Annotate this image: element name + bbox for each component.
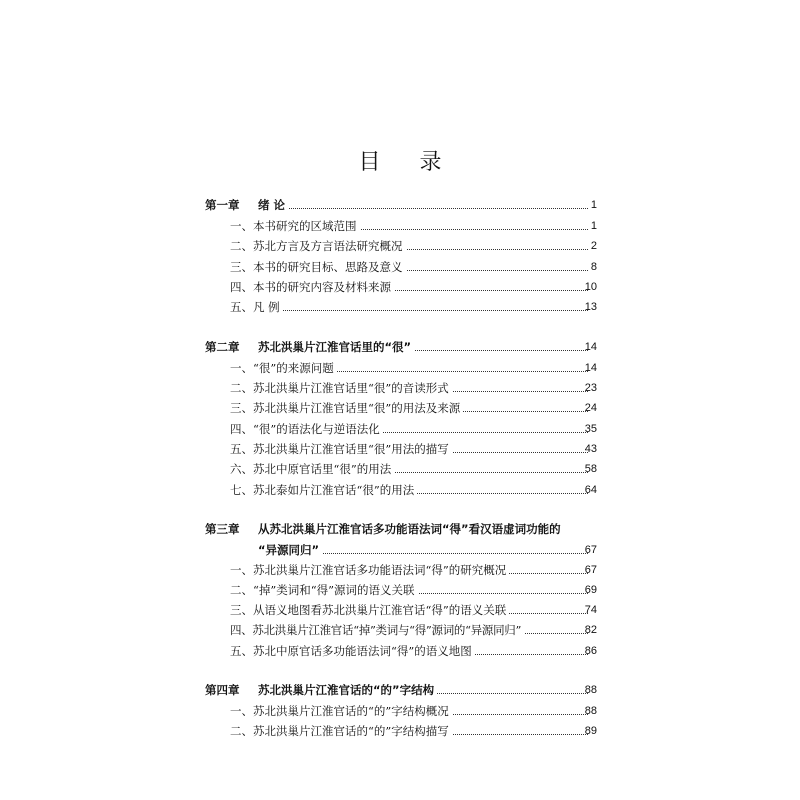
page-number: 13 bbox=[584, 301, 597, 313]
page-number: 86 bbox=[584, 645, 597, 657]
chapter-number: 第一章 bbox=[205, 198, 240, 212]
section-title: 一、苏北洪巢片江淮官话的“的”字结构概况 bbox=[230, 701, 452, 721]
section-entry[interactable] bbox=[0, 721, 800, 741]
section-entry[interactable] bbox=[0, 620, 800, 640]
chapter-title: 绪 论 bbox=[258, 198, 286, 212]
section-entry[interactable] bbox=[0, 580, 800, 600]
section-entry[interactable] bbox=[0, 641, 800, 661]
page-number: 58 bbox=[584, 463, 597, 475]
page-title: 目 录 bbox=[358, 150, 458, 175]
section-entry[interactable] bbox=[0, 277, 800, 297]
section-entry[interactable] bbox=[0, 439, 800, 459]
section-title: 四、“很”的语法化与逆语法化 bbox=[230, 419, 383, 439]
section-title: 四、本书的研究内容及材料来源 bbox=[230, 277, 394, 297]
chapter-2-entry[interactable] bbox=[0, 337, 800, 357]
chapter-title: 苏北洪巢片江淮官话里的“很” bbox=[258, 340, 412, 354]
section-title: 二、“掉”类词和“得”源词的语义关联 bbox=[230, 580, 418, 600]
chapter-title: 从苏北洪巢片江淮官话多功能语法词“得”看汉语虚词功能的 bbox=[258, 522, 561, 536]
section-entry[interactable] bbox=[0, 236, 800, 256]
chapter-title: 苏北洪巢片江淮官话的“的”字结构 bbox=[258, 683, 435, 697]
section-title: 二、苏北洪巢片江淮官话里“很”的音读形式 bbox=[230, 378, 452, 398]
page-number: 10 bbox=[584, 281, 597, 293]
section-entry[interactable] bbox=[0, 701, 800, 721]
section-title: 一、本书研究的区域范围 bbox=[230, 216, 360, 236]
section-title: 三、苏北洪巢片江淮官话里“很”的用法及来源 bbox=[230, 398, 463, 418]
section-entry[interactable] bbox=[0, 560, 800, 580]
section-title: 一、“很”的来源问题 bbox=[230, 358, 337, 378]
chapter-3-entry[interactable] bbox=[0, 519, 800, 539]
section-entry[interactable] bbox=[0, 378, 800, 398]
section-entry[interactable] bbox=[0, 257, 800, 277]
section-entry[interactable] bbox=[0, 459, 800, 479]
page-number: 67 bbox=[584, 564, 597, 576]
page-number: 88 bbox=[584, 705, 597, 717]
section-title: 二、苏北洪巢片江淮官话的“的”字结构描写 bbox=[230, 721, 452, 741]
chapter-number: 第四章 bbox=[205, 683, 240, 697]
page-number: 67 bbox=[584, 544, 597, 556]
section-title: 四、苏北洪巢片江淮官话“掉”类词与“得”源词的“异源同归” bbox=[230, 620, 524, 640]
page-number: 43 bbox=[584, 443, 597, 455]
section-title: 五、凡 例 bbox=[230, 297, 283, 317]
section-title: 七、苏北泰如片江淮官话“很”的用法 bbox=[230, 480, 417, 500]
section-title: 三、从语义地图看苏北洪巢片江淮官话“得”的语义关联 bbox=[230, 600, 509, 620]
page-number: 82 bbox=[584, 624, 597, 636]
section-entry[interactable] bbox=[0, 358, 800, 378]
page-number: 23 bbox=[584, 382, 597, 394]
chapter-number: 第三章 bbox=[205, 522, 240, 536]
leader-dots bbox=[230, 310, 588, 311]
page-number: 2 bbox=[590, 240, 597, 252]
chapter-4-entry[interactable] bbox=[0, 680, 800, 700]
page-number: 24 bbox=[584, 402, 597, 414]
section-title: 二、苏北方言及方言语法研究概况 bbox=[230, 236, 406, 256]
page-number: 64 bbox=[584, 484, 597, 496]
section-title: 五、苏北洪巢片江淮官话里“很”用法的描写 bbox=[230, 439, 452, 459]
section-entry[interactable] bbox=[0, 600, 800, 620]
page-number: 8 bbox=[590, 261, 597, 273]
section-title: 六、苏北中原官话里“很”的用法 bbox=[230, 459, 394, 479]
page-number: 14 bbox=[584, 341, 597, 353]
section-title: 三、本书的研究目标、思路及意义 bbox=[230, 257, 406, 277]
chapter-title-continued: “异源同归” bbox=[258, 540, 322, 560]
section-entry[interactable] bbox=[0, 216, 800, 236]
page-number: 35 bbox=[584, 423, 597, 435]
chapter-1-entry[interactable] bbox=[0, 195, 800, 215]
page-number: 1 bbox=[590, 220, 597, 232]
section-title: 一、苏北洪巢片江淮官话多功能语法词“得”的研究概况 bbox=[230, 560, 509, 580]
page-number: 69 bbox=[584, 584, 597, 596]
section-title: 五、苏北中原官话多功能语法词“得”的语义地图 bbox=[230, 641, 475, 661]
chapter-3-title-continued[interactable] bbox=[0, 540, 800, 560]
page-number: 14 bbox=[584, 362, 597, 374]
section-entry[interactable] bbox=[0, 398, 800, 418]
page-number: 1 bbox=[590, 199, 597, 211]
chapter-number: 第二章 bbox=[205, 340, 240, 354]
section-entry[interactable] bbox=[0, 419, 800, 439]
section-entry[interactable] bbox=[0, 297, 800, 317]
page-number: 89 bbox=[584, 725, 597, 737]
page-number: 74 bbox=[584, 604, 597, 616]
section-entry[interactable] bbox=[0, 480, 800, 500]
page-number: 88 bbox=[584, 684, 597, 696]
